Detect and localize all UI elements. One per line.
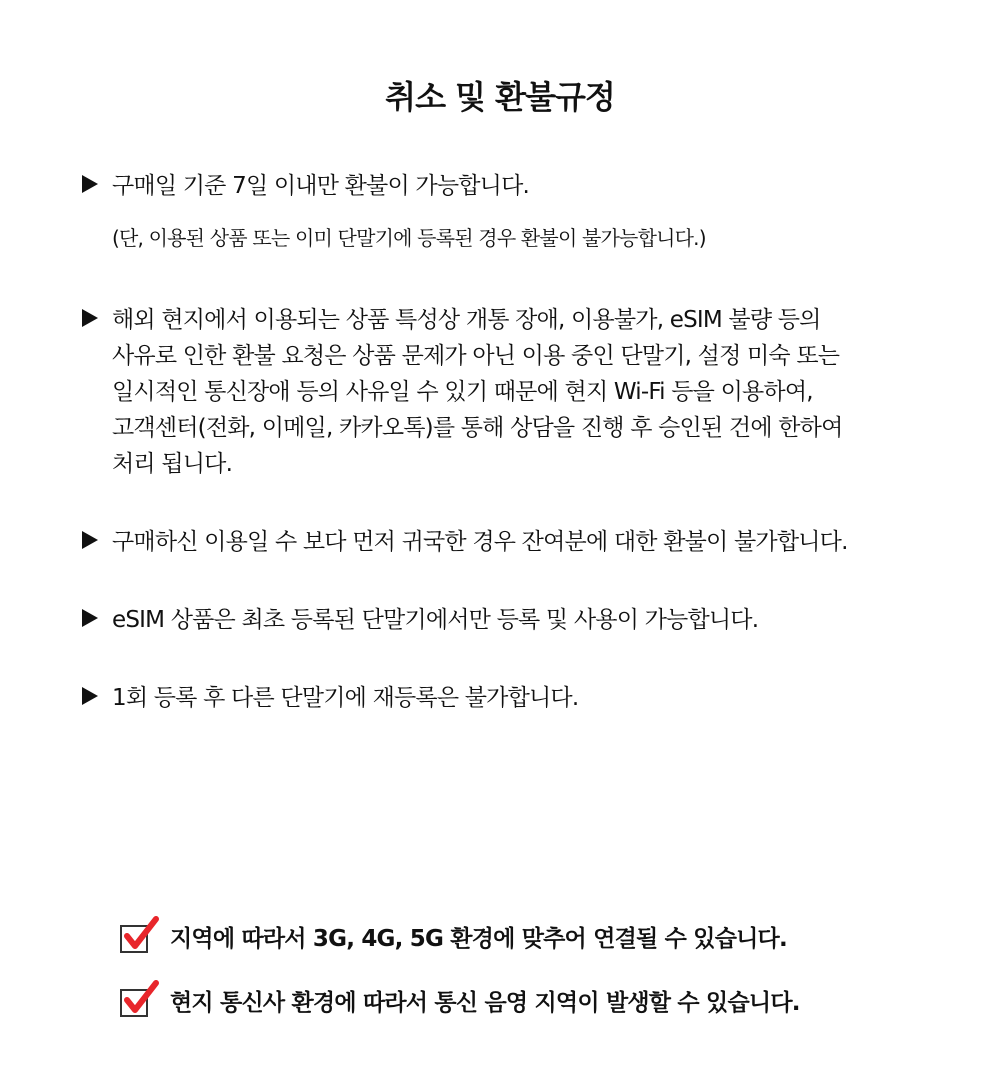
page-title: 취소 및 환불규정 <box>385 78 615 116</box>
item-text: 1회 등록 후 다른 단말기에 재등록은 불가합니다. <box>112 685 579 711</box>
item-text-line: 해외 현지에서 이용되는 상품 특성상 개통 장애, 이용불가, eSIM 불량 등의 <box>112 307 821 333</box>
item-text-line: 고객센터(전화, 이메일, 카카오톡)를 통해 상담을 진행 후 승인된 건에 한하여 <box>112 415 843 441</box>
list-item-re-register <box>82 680 952 716</box>
item-text-line: 처리 됩니다. <box>112 451 233 477</box>
arrow-bullet-icon <box>82 175 98 193</box>
arrow-bullet-icon <box>82 609 98 627</box>
item-text: 구매일 기준 7일 이내만 환불이 가능합니다. <box>112 173 530 199</box>
notice-text: 지역에 따라서 3G, 4G, 5G 환경에 맞추어 연결될 수 있습니다. <box>170 926 787 952</box>
notice-text: 현지 통신사 환경에 따라서 통신 음영 지역이 발생할 수 있습니다. <box>170 990 800 1016</box>
item-text-line: 사유로 인한 환불 요청은 상품 문제가 아닌 이용 중인 단말기, 설정 미숙 또는 <box>112 343 840 369</box>
list-item-esim-device <box>82 602 952 638</box>
item-text-line: 일시적인 통신장애 등의 사유일 수 있기 때문에 현지 Wi-Fi 등을 이용하여, <box>112 379 813 405</box>
checkbox-check-icon <box>118 980 160 1020</box>
item-subnote: (단, 이용된 상품 또는 이미 단말기에 등록된 경우 환불이 불가능합니다.) <box>112 226 706 250</box>
item-text: eSIM 상품은 최초 등록된 단말기에서만 등록 및 사용이 가능합니다. <box>112 607 759 633</box>
list-item-early-return <box>82 524 952 560</box>
item-text: 구매하신 이용일 수 보다 먼저 귀국한 경우 잔여분에 대한 환불이 불가합니다. <box>112 529 848 555</box>
arrow-bullet-icon <box>82 531 98 549</box>
notice-coverage <box>118 980 978 1020</box>
notice-network <box>118 916 978 956</box>
arrow-bullet-icon <box>82 309 98 327</box>
list-item-refund-period <box>82 168 952 204</box>
arrow-bullet-icon <box>82 687 98 705</box>
list-item-local-issues <box>82 302 952 482</box>
checkbox-check-icon <box>118 916 160 956</box>
